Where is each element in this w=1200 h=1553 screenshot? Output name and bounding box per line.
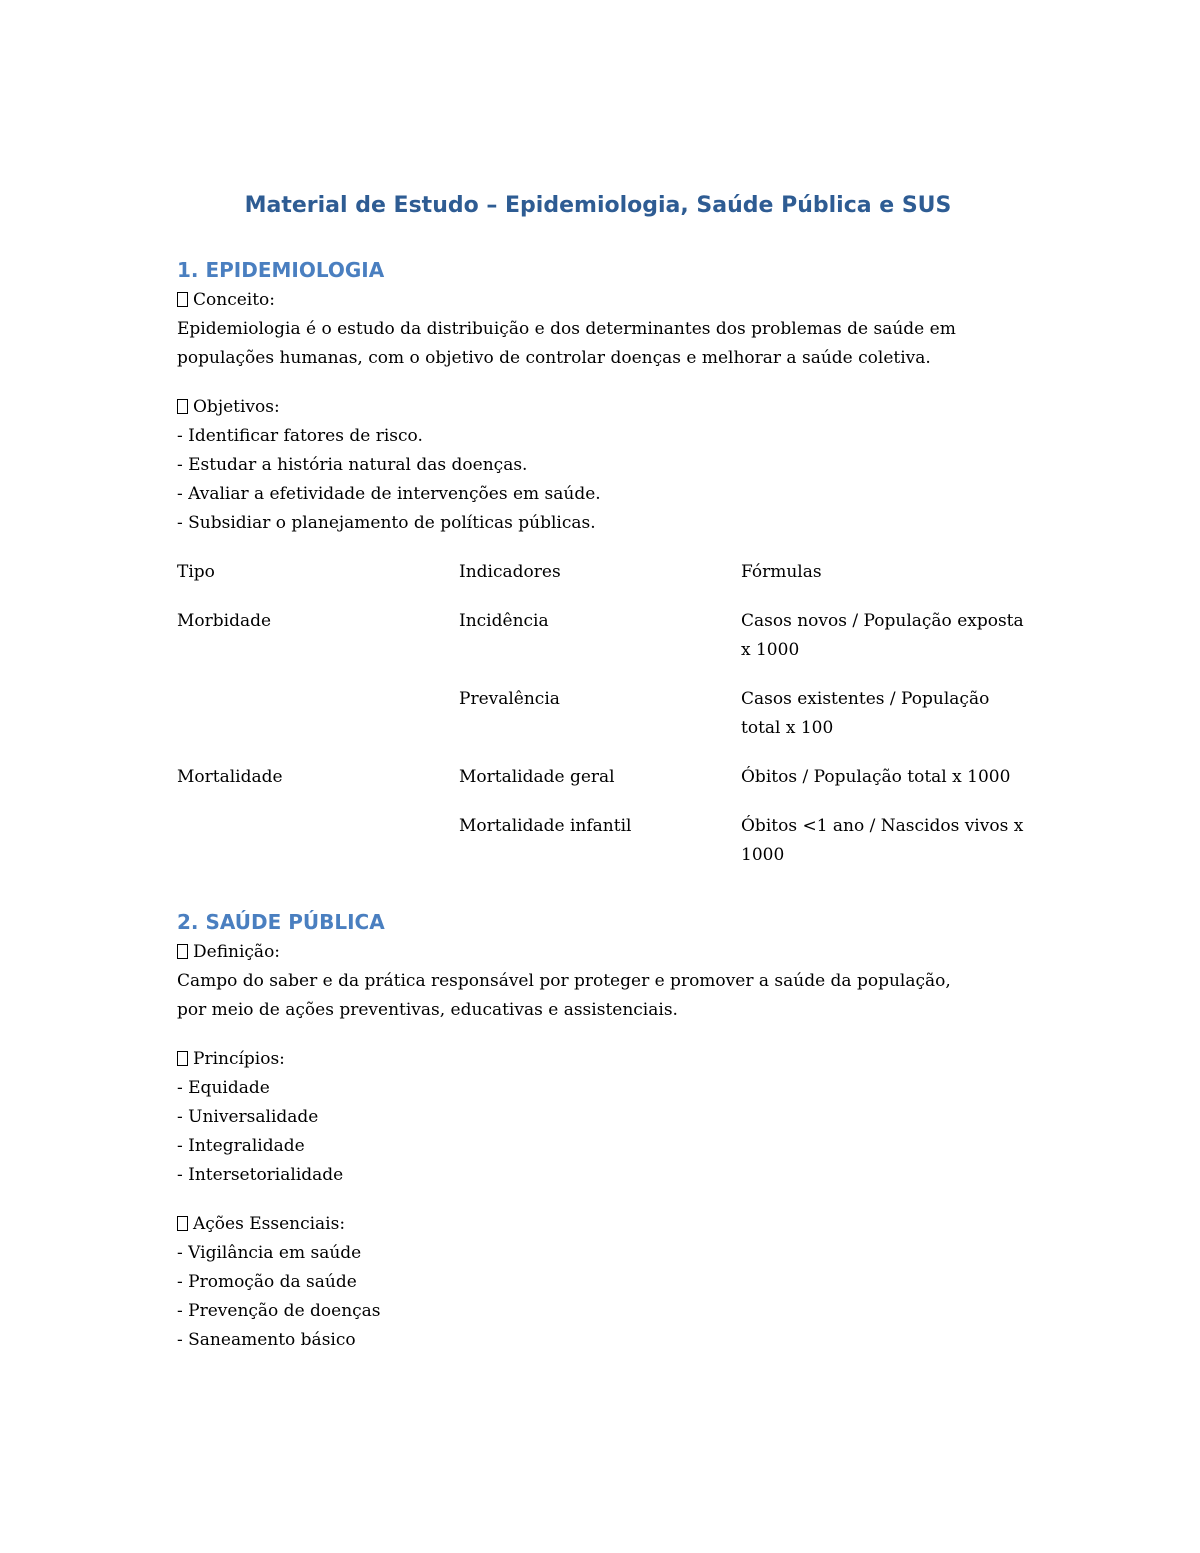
principles-list (177, 1074, 1027, 1190)
list-item: - Universalidade (177, 1107, 319, 1127)
actions-label-text: Ações Essenciais: (193, 1214, 346, 1234)
list-item: - Equidade (177, 1078, 270, 1098)
spacer (177, 1025, 1027, 1045)
list-item: - Subsidiar o planejamento de políticas públicas. (177, 513, 596, 533)
missing-glyph-icon (177, 1051, 188, 1066)
list-item: - Prevenção de doenças (177, 1301, 381, 1321)
actions-label (177, 1210, 1027, 1239)
table-cell: Casos existentes / População total x 100 (741, 689, 990, 738)
table-cell: Morbidade (177, 611, 272, 631)
list-item: - Integralidade (177, 1136, 305, 1156)
actions-list (177, 1239, 1027, 1355)
objectives-label (177, 393, 1027, 422)
list-item: - Intersetorialidade (177, 1165, 344, 1185)
concept-label-text: Conceito: (193, 290, 276, 310)
table-cell: Óbitos <1 ano / Nascidos vivos x 1000 (741, 816, 1024, 865)
table-cell (177, 685, 459, 763)
missing-glyph-icon (177, 1216, 188, 1231)
missing-glyph-icon (177, 292, 188, 307)
concept-label (177, 286, 1027, 315)
table-cell: Mortalidade geral (459, 767, 615, 787)
table-header-cell: Indicadores (459, 562, 561, 582)
spacer (177, 1190, 1027, 1210)
table-cell: Mortalidade (177, 767, 283, 787)
table-header-cell: Fórmulas (741, 562, 822, 582)
missing-glyph-icon (177, 944, 188, 959)
principles-label (177, 1045, 1027, 1074)
spacer (177, 373, 1027, 393)
missing-glyph-icon (177, 399, 188, 414)
definition-text-line-1: Campo do saber e da prática responsável por proteger e promover a saúde da população, (177, 971, 951, 991)
list-item: - Avaliar a efetividade de intervenções em saúde. (177, 484, 601, 504)
indicators-table (177, 558, 1027, 870)
list-item: - Promoção da saúde (177, 1272, 357, 1292)
section-heading-saude-publica: 2. SAÚDE PÚBLICA (177, 910, 385, 934)
document-content (177, 188, 1027, 1355)
list-item: - Estudar a história natural das doenças. (177, 455, 528, 475)
principles-label-text: Princípios: (193, 1049, 285, 1069)
list-item: - Vigilância em saúde (177, 1243, 362, 1263)
definition-label (177, 938, 1027, 967)
table-header-cell: Tipo (177, 562, 215, 582)
table-cell: Mortalidade infantil (459, 816, 632, 836)
concept-text-line-1: Epidemiologia é o estudo da distribuição e dos determinantes dos problemas de saúde em (177, 319, 956, 339)
concept-text-line-2: populações humanas, com o objetivo de controlar doenças e melhorar a saúde coletiva. (177, 348, 931, 368)
list-item: - Saneamento básico (177, 1330, 356, 1350)
table-cell: Óbitos / População total x 1000 (741, 767, 1011, 787)
objectives-list (177, 422, 1027, 538)
list-item: - Identificar fatores de risco. (177, 426, 423, 446)
table-cell: Prevalência (459, 689, 560, 709)
definition-text-line-2: por meio de ações preventivas, educativas e assistenciais. (177, 1000, 678, 1020)
section-heading-epidemiologia: 1. EPIDEMIOLOGIA (177, 258, 385, 282)
definition-label-text: Definição: (193, 942, 281, 962)
objectives-label-text: Objetivos: (193, 397, 280, 417)
table-cell: Incidência (459, 611, 549, 631)
table-cell (177, 812, 459, 870)
document-title: Material de Estudo – Epidemiologia, Saúde Pública e SUS (244, 193, 952, 218)
table-cell: Casos novos / População exposta x 1000 (741, 611, 1024, 660)
